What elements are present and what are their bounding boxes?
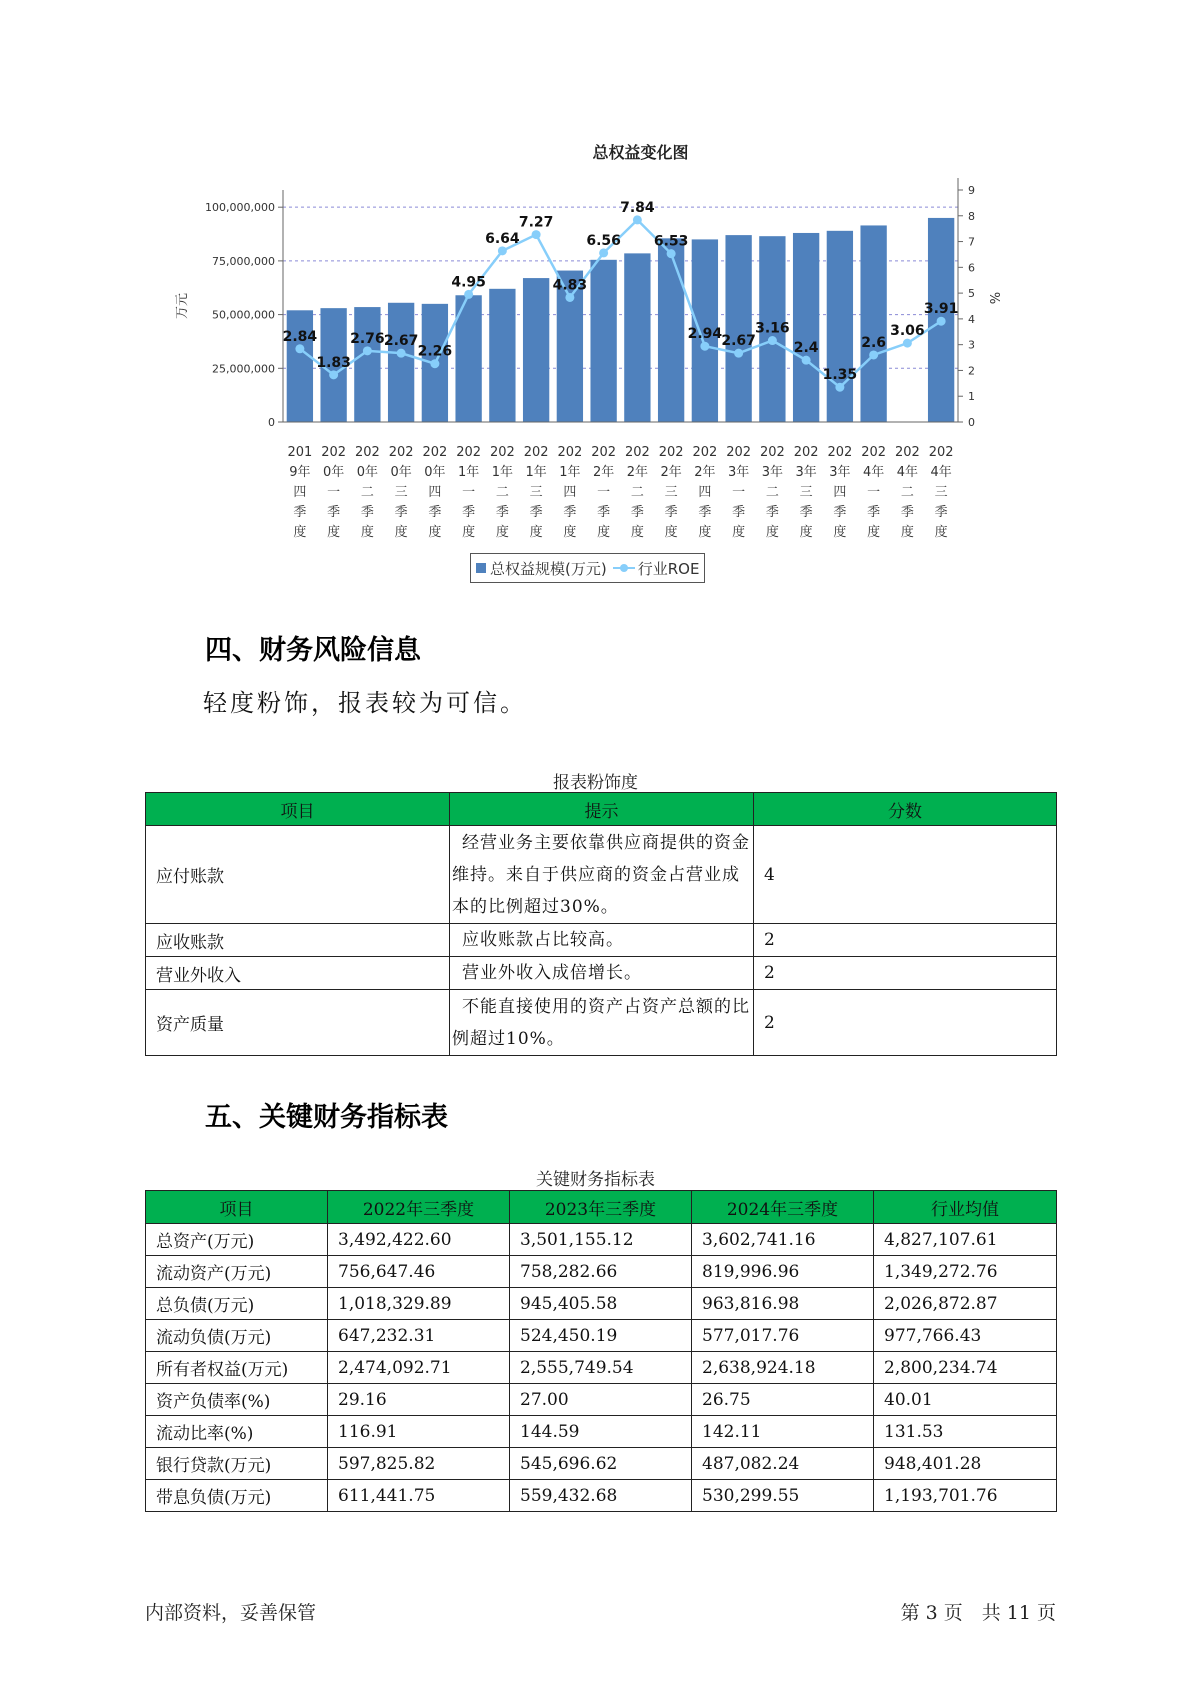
metric-name: 总负债(万元) — [146, 1288, 328, 1320]
x-tick-label: 3年 — [761, 465, 784, 480]
risk-item: 应付账款 — [146, 826, 450, 924]
roe-point — [835, 383, 844, 392]
x-tick-label: 季 — [360, 505, 374, 520]
metric-value: 116.91 — [328, 1416, 510, 1448]
x-tick-label: 0年 — [390, 465, 412, 480]
roe-data-label: 1.83 — [316, 354, 351, 371]
equity-chart-svg — [150, 140, 1050, 600]
bar — [489, 289, 515, 422]
metric-value: 758,282.66 — [510, 1256, 692, 1288]
risk-tip: 应收账款占比较高。 — [450, 924, 754, 957]
roe-data-label: 4.95 — [451, 274, 486, 291]
x-tick-label: 2年 — [694, 465, 716, 480]
right-tick-label: 2 — [968, 364, 975, 378]
x-tick-label: 度 — [428, 525, 442, 540]
x-tick-label: 度 — [664, 525, 678, 540]
x-tick-label: 4年 — [896, 465, 919, 480]
table-row — [146, 990, 1057, 1056]
roe-data-label: 7.84 — [620, 199, 655, 216]
metric-value: 1,193,701.76 — [874, 1480, 1057, 1512]
right-tick-label: 3 — [968, 338, 975, 352]
header-cell: 2022年三季度 — [328, 1191, 510, 1224]
metric-value: 945,405.58 — [510, 1288, 692, 1320]
x-tick-label: 季 — [462, 505, 476, 520]
x-tick-label: 季 — [597, 505, 611, 520]
roe-point — [869, 350, 878, 359]
x-tick-label: 四 — [563, 485, 577, 500]
x-tick-label: 三 — [394, 485, 408, 500]
left-tick-label: 50,000,000 — [212, 308, 275, 322]
x-tick-label: 3年 — [727, 465, 750, 480]
metric-name: 流动比率(%) — [146, 1416, 328, 1448]
risk-item: 营业外收入 — [146, 957, 450, 990]
header-cell: 2024年三季度 — [692, 1191, 874, 1224]
roe-point — [295, 344, 304, 353]
left-tick-label: 0 — [268, 416, 275, 429]
header-cell: 2023年三季度 — [510, 1191, 692, 1224]
roe-point — [599, 248, 608, 257]
roe-point — [768, 336, 777, 345]
x-tick-label: 三 — [799, 485, 813, 500]
metric-name: 带息负债(万元) — [146, 1480, 328, 1512]
x-tick-label: 三 — [529, 485, 543, 500]
left-tick-label: 100,000,000 — [205, 201, 275, 215]
legend-bar-swatch — [476, 563, 486, 573]
x-tick-label: 202 — [557, 445, 583, 460]
x-tick-label: 季 — [732, 505, 746, 520]
bar — [354, 307, 380, 422]
roe-data-label: 6.64 — [485, 230, 520, 247]
x-tick-label: 度 — [293, 525, 307, 540]
x-tick-label: 度 — [732, 525, 746, 540]
x-tick-label: 202 — [692, 445, 718, 460]
x-tick-label: 季 — [698, 505, 712, 520]
x-tick-label: 1年 — [457, 465, 480, 480]
x-tick-label: 202 — [894, 445, 920, 460]
metric-value: 4,827,107.61 — [874, 1224, 1057, 1256]
risk-score: 2 — [754, 990, 1057, 1056]
bar — [658, 238, 684, 422]
risk-table-caption: 报表粉饰度 — [553, 773, 638, 793]
left-tick-label: 75,000,000 — [212, 254, 275, 268]
key-table-header — [146, 1191, 1057, 1224]
table-row — [146, 1480, 1057, 1512]
metric-value: 597,825.82 — [328, 1448, 510, 1480]
metric-value: 524,450.19 — [510, 1320, 692, 1352]
risk-table — [145, 792, 1057, 1056]
x-tick-label: 202 — [928, 445, 954, 460]
metric-value: 2,555,749.54 — [510, 1352, 692, 1384]
x-tick-label: 3年 — [795, 465, 817, 480]
roe-data-label: 2.94 — [687, 326, 723, 343]
x-tick-label: 度 — [327, 525, 341, 540]
x-tick-label: 度 — [495, 525, 509, 540]
metric-value: 27.00 — [510, 1384, 692, 1416]
risk-tip: 不能直接使用的资产占资产总额的比例超过10%。 — [450, 990, 754, 1056]
metric-value: 611,441.75 — [328, 1480, 510, 1512]
x-tick-label: 2年 — [592, 465, 615, 480]
x-tick-label: 度 — [597, 525, 611, 540]
metric-value: 26.75 — [692, 1384, 874, 1416]
risk-score: 2 — [754, 957, 1057, 990]
equity-chart — [150, 140, 1050, 600]
table-row — [146, 826, 1057, 924]
x-tick-label: 0年 — [322, 465, 345, 480]
metric-value: 963,816.98 — [692, 1288, 874, 1320]
roe-data-label: 3.06 — [890, 323, 925, 340]
roe-point — [498, 246, 507, 255]
x-tick-label: 202 — [624, 445, 650, 460]
x-tick-label: 二 — [495, 485, 509, 500]
risk-score: 2 — [754, 924, 1057, 957]
x-tick-label: 二 — [630, 485, 644, 500]
roe-point — [363, 346, 372, 355]
metric-name: 资产负债率(%) — [146, 1384, 328, 1416]
x-tick-label: 度 — [462, 525, 476, 540]
x-tick-label: 季 — [765, 505, 779, 520]
key-table-caption: 关键财务指标表 — [536, 1170, 655, 1190]
x-tick-label: 三 — [664, 485, 678, 500]
x-tick-label: 度 — [765, 525, 779, 540]
x-tick-label: 2年 — [626, 465, 649, 480]
roe-data-label: 4.83 — [552, 277, 588, 294]
roe-data-label: 3.91 — [923, 301, 959, 318]
x-tick-label: 二 — [900, 485, 914, 500]
x-tick-label: 度 — [900, 525, 914, 540]
right-axis-label: % — [986, 291, 1001, 305]
roe-data-label: 2.76 — [350, 330, 385, 347]
risk-item: 应收账款 — [146, 924, 450, 957]
roe-point — [700, 342, 709, 351]
metric-value: 144.59 — [510, 1416, 692, 1448]
table-row — [146, 957, 1057, 990]
x-tick-label: 201 — [287, 445, 313, 460]
roe-point — [532, 230, 541, 239]
bar — [725, 235, 751, 422]
bar — [860, 225, 886, 422]
table-row — [146, 1352, 1057, 1384]
x-tick-label: 1年 — [491, 465, 514, 480]
x-tick-label: 0年 — [424, 465, 446, 480]
x-tick-label: 202 — [354, 445, 380, 460]
chart-legend — [470, 553, 705, 583]
risk-tip: 经营业务主要依靠供应商提供的资金维持。来自于供应商的资金占营业成本的比例超过30%。 — [450, 826, 754, 924]
x-tick-label: 202 — [422, 445, 448, 460]
metric-value: 2,026,872.87 — [874, 1288, 1057, 1320]
x-tick-label: 二 — [765, 485, 779, 500]
key-section-title: 五、关键财务指标表 — [205, 1102, 448, 1133]
x-tick-label: 季 — [529, 505, 543, 520]
x-tick-label: 季 — [900, 505, 914, 520]
x-tick-label: 202 — [861, 445, 887, 460]
risk-item: 资产质量 — [146, 990, 450, 1056]
bar — [388, 303, 414, 422]
metric-value: 29.16 — [328, 1384, 510, 1416]
x-tick-label: 季 — [327, 505, 341, 520]
bar — [827, 231, 853, 422]
x-tick-label: 季 — [833, 505, 847, 520]
roe-data-label: 2.84 — [282, 328, 318, 345]
metric-value: 577,017.76 — [692, 1320, 874, 1352]
left-axis-label: 万元 — [175, 292, 190, 320]
table-row — [146, 1416, 1057, 1448]
x-tick-label: 4年 — [862, 465, 885, 480]
metric-value: 1,018,329.89 — [328, 1288, 510, 1320]
table-row — [146, 1288, 1057, 1320]
bar — [287, 310, 313, 422]
metric-value: 2,800,234.74 — [874, 1352, 1057, 1384]
x-tick-label: 3年 — [829, 465, 851, 480]
x-tick-label: 度 — [833, 525, 847, 540]
roe-point — [565, 293, 574, 302]
x-tick-label: 季 — [428, 505, 442, 520]
metric-value: 3,492,422.60 — [328, 1224, 510, 1256]
x-tick-label: 202 — [388, 445, 414, 460]
bar — [590, 260, 616, 422]
x-tick-label: 一 — [867, 485, 881, 500]
x-tick-label: 9年 — [289, 465, 311, 480]
roe-data-label: 7.27 — [518, 214, 554, 231]
header-cell: 提示 — [450, 793, 754, 826]
right-tick-label: 8 — [968, 209, 975, 223]
metric-value: 487,082.24 — [692, 1448, 874, 1480]
x-tick-label: 度 — [867, 525, 881, 540]
x-tick-label: 二 — [360, 485, 374, 500]
risk-score: 4 — [754, 826, 1057, 924]
roe-data-label: 2.67 — [383, 333, 419, 350]
metric-value: 559,432.68 — [510, 1480, 692, 1512]
x-tick-label: 度 — [799, 525, 813, 540]
metric-name: 所有者权益(万元) — [146, 1352, 328, 1384]
chart-title: 总权益变化图 — [592, 143, 689, 162]
metric-name: 总资产(万元) — [146, 1224, 328, 1256]
x-tick-label: 季 — [867, 505, 881, 520]
metric-value: 948,401.28 — [874, 1448, 1057, 1480]
header-cell: 项目 — [146, 793, 450, 826]
right-tick-label: 7 — [968, 235, 975, 249]
bar — [793, 233, 819, 422]
x-tick-label: 度 — [529, 525, 543, 540]
right-tick-label: 5 — [968, 287, 975, 301]
x-tick-label: 1年 — [559, 465, 581, 480]
x-tick-label: 度 — [934, 525, 948, 540]
metric-value: 819,996.96 — [692, 1256, 874, 1288]
x-tick-label: 度 — [563, 525, 577, 540]
table-row — [146, 1384, 1057, 1416]
metric-name: 流动资产(万元) — [146, 1256, 328, 1288]
left-tick-label: 25,000,000 — [212, 362, 275, 376]
metric-name: 流动负债(万元) — [146, 1320, 328, 1352]
x-tick-label: 202 — [759, 445, 785, 460]
risk-section-title: 四、财务风险信息 — [205, 635, 421, 666]
table-row — [146, 1320, 1057, 1352]
x-tick-label: 202 — [827, 445, 853, 460]
x-tick-label: 202 — [658, 445, 684, 460]
x-tick-label: 季 — [630, 505, 644, 520]
right-tick-label: 1 — [968, 390, 975, 404]
right-tick-label: 0 — [968, 416, 975, 429]
key-financial-table — [145, 1190, 1057, 1512]
table-row — [146, 1448, 1057, 1480]
x-tick-label: 季 — [495, 505, 509, 520]
metric-value: 142.11 — [692, 1416, 874, 1448]
metric-value: 647,232.31 — [328, 1320, 510, 1352]
right-tick-label: 9 — [968, 184, 975, 197]
x-tick-label: 季 — [664, 505, 678, 520]
roe-point — [430, 359, 439, 368]
roe-data-label: 6.56 — [586, 232, 621, 249]
metric-value: 3,501,155.12 — [510, 1224, 692, 1256]
x-tick-label: 4年 — [930, 465, 952, 480]
x-tick-label: 一 — [732, 485, 746, 500]
roe-data-label: 2.4 — [793, 340, 819, 357]
roe-point — [937, 317, 946, 326]
x-tick-label: 季 — [394, 505, 408, 520]
x-tick-label: 度 — [394, 525, 408, 540]
header-cell: 分数 — [754, 793, 1057, 826]
metric-value: 3,602,741.16 — [692, 1224, 874, 1256]
legend-line-swatch — [613, 563, 635, 573]
x-tick-label: 202 — [321, 445, 347, 460]
x-tick-label: 202 — [456, 445, 482, 460]
footer-page-number: 第 3 页 共 11 页 — [900, 1602, 1056, 1624]
metric-value: 530,299.55 — [692, 1480, 874, 1512]
risk-summary: 轻度粉饰，报表较为可信。 — [203, 689, 527, 717]
roe-point — [464, 290, 473, 299]
x-tick-label: 季 — [934, 505, 948, 520]
legend-bar-label: 总权益规模(万元) — [490, 559, 607, 578]
x-tick-label: 2年 — [660, 465, 682, 480]
roe-point — [329, 370, 338, 379]
metric-value: 131.53 — [874, 1416, 1057, 1448]
metric-value: 756,647.46 — [328, 1256, 510, 1288]
metric-value: 1,349,272.76 — [874, 1256, 1057, 1288]
x-tick-label: 202 — [793, 445, 819, 460]
x-tick-label: 0年 — [356, 465, 379, 480]
right-tick-label: 4 — [968, 312, 975, 326]
x-tick-label: 一 — [462, 485, 476, 500]
table-row — [146, 1256, 1057, 1288]
roe-point — [802, 356, 811, 365]
x-tick-label: 四 — [698, 485, 712, 500]
table-row — [146, 924, 1057, 957]
x-tick-label: 1年 — [525, 465, 547, 480]
roe-point — [667, 249, 676, 258]
x-tick-label: 202 — [489, 445, 515, 460]
x-tick-label: 季 — [563, 505, 577, 520]
legend-line-label: 行业ROE — [637, 559, 700, 578]
metric-value: 977,766.43 — [874, 1320, 1057, 1352]
roe-data-label: 2.67 — [721, 333, 756, 350]
metric-value: 40.01 — [874, 1384, 1057, 1416]
x-tick-label: 季 — [293, 505, 307, 520]
metric-value: 545,696.62 — [510, 1448, 692, 1480]
roe-data-label: 6.53 — [653, 233, 689, 250]
risk-tip: 营业外收入成倍增长。 — [450, 957, 754, 990]
roe-data-label: 2.6 — [861, 334, 887, 351]
x-tick-label: 度 — [630, 525, 644, 540]
roe-point — [633, 215, 642, 224]
x-tick-label: 一 — [327, 485, 341, 500]
roe-point — [397, 349, 406, 358]
x-tick-label: 四 — [293, 485, 307, 500]
bar — [523, 278, 549, 422]
header-cell: 项目 — [146, 1191, 328, 1224]
table-row — [146, 1224, 1057, 1256]
footer-confidential: 内部资料，妥善保管 — [145, 1602, 317, 1624]
bar — [624, 253, 650, 422]
roe-data-label: 2.26 — [417, 343, 453, 360]
x-tick-label: 三 — [934, 485, 948, 500]
roe-data-label: 3.16 — [755, 320, 790, 337]
x-tick-label: 四 — [428, 485, 442, 500]
x-tick-label: 季 — [799, 505, 813, 520]
x-tick-label: 度 — [360, 525, 374, 540]
header-cell: 行业均值 — [874, 1191, 1057, 1224]
right-tick-label: 6 — [968, 261, 975, 275]
x-tick-label: 一 — [597, 485, 611, 500]
metric-value: 2,638,924.18 — [692, 1352, 874, 1384]
x-tick-label: 度 — [698, 525, 712, 540]
metric-value: 2,474,092.71 — [328, 1352, 510, 1384]
risk-table-header — [146, 793, 1057, 826]
x-tick-label: 202 — [591, 445, 617, 460]
x-tick-label: 四 — [833, 485, 847, 500]
roe-point — [903, 339, 912, 348]
metric-name: 银行贷款(万元) — [146, 1448, 328, 1480]
x-tick-label: 202 — [523, 445, 549, 460]
roe-data-label: 1.35 — [822, 367, 858, 384]
x-tick-label: 202 — [726, 445, 752, 460]
roe-point — [734, 349, 743, 358]
